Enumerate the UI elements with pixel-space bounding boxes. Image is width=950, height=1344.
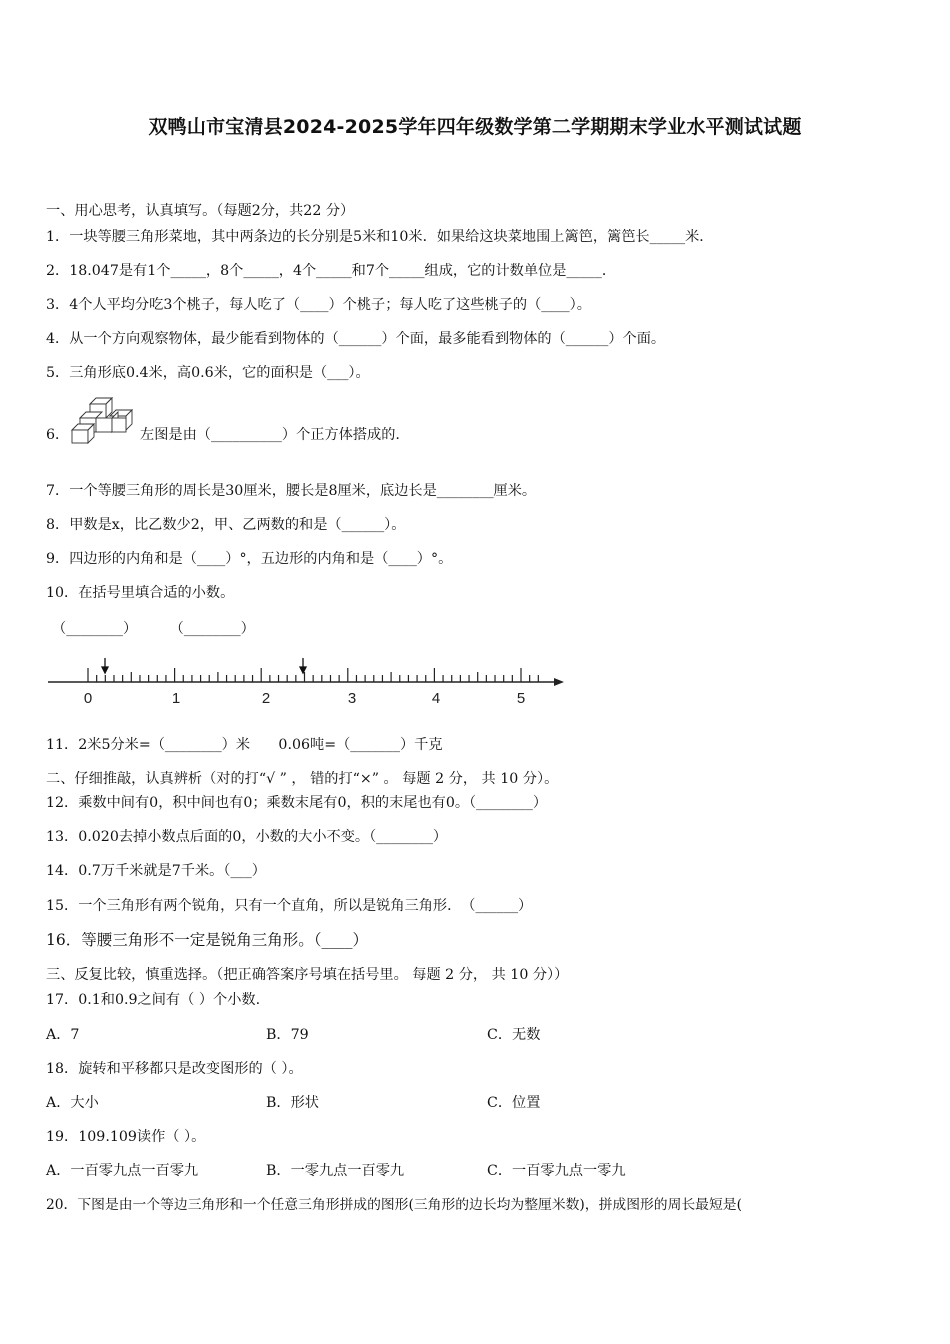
question-12: 12．乘数中间有0，积中间也有0；乘数末尾有0，积的末尾也有0。（________）: [46, 795, 548, 811]
question-17-option-a: A．7: [46, 1027, 80, 1043]
pointer-arrowhead-1: [102, 667, 108, 673]
question-11: 11．2米5分米=（________）米 0.06吨=（_______）千克: [46, 737, 443, 753]
question-19-option-b: B．一零九点一百零九: [266, 1163, 405, 1179]
tick-label-0: 0: [83, 690, 93, 707]
question-13: 13．0.020去掉小数点后面的0，小数的大小不变。（________）: [46, 829, 448, 845]
question-6-number: 6．: [46, 427, 70, 443]
section3-heading: 三、反复比较，慎重选择。（把正确答案序号填在括号里。 每题 2 分， 共 10 分））: [46, 967, 569, 983]
question-5: 5．三角形底0.4米，高0.6米，它的面积是（___）。: [46, 365, 370, 381]
question-18-option-b: B．形状: [266, 1095, 319, 1111]
tick-label-4: 4: [431, 690, 441, 707]
section1-heading: 一、用心思考，认真填写。（每题2分，共22 分）: [46, 203, 355, 219]
tick-label-2: 2: [261, 690, 271, 707]
tick-label-5: 5: [516, 690, 526, 707]
number-line-arrowhead: [554, 678, 564, 686]
cube-stack-figure: [70, 396, 142, 444]
tick-label-1: 1: [171, 690, 181, 707]
question-2: 2．18.047是有1个_____，8个_____，4个_____和7个_____组成，它的计数单位是_____．: [46, 263, 617, 279]
question-17-option-c: C．无数: [487, 1027, 541, 1043]
question-10-blanks: [52, 618, 283, 638]
question-20: 20．下图是由一个等边三角形和一个任意三角形拼成的图形(三角形的边长均为整厘米数)，拼成图形的周长最短是(: [46, 1197, 742, 1213]
question-7: 7．一个等腰三角形的周长是30厘米，腰长是8厘米，底边长是________厘米。: [46, 483, 537, 499]
question-10-blank-1: （________）: [52, 621, 138, 637]
question-10: 10．在括号里填合适的小数。: [46, 585, 235, 601]
question-18-option-a: A．大小: [46, 1095, 99, 1111]
question-6-text: 左图是由（__________）个正方体搭成的.: [140, 427, 400, 443]
number-line: [44, 654, 574, 710]
question-4: 4．从一个方向观察物体，最少能看到物体的（______）个面，最多能看到物体的（______）个面。: [46, 331, 666, 347]
question-15: 15．一个三角形有两个锐角，只有一个直角，所以是锐角三角形． （______）: [46, 898, 533, 914]
page-title: 双鸭山市宝清县2024-2025学年四年级数学第二学期期末学业水平测试试题: [148, 116, 802, 138]
question-1: 1．一块等腰三角形菜地，其中两条边的长分别是5米和10米．如果给这块菜地围上篱笆，篱笆长_____米．: [46, 229, 714, 245]
question-8: 8．甲数是x，比乙数少2，甲、乙两数的和是（______）。: [46, 517, 406, 533]
question-19-option-c: C．一百零九点一零九: [487, 1163, 626, 1179]
question-19-option-a: A．一百零九点一百零九: [46, 1163, 199, 1179]
question-10-blank-2: （________）: [169, 621, 255, 637]
section2-heading: 二、仔细推敲，认真辨析（对的打“√ ” ， 错的打“×” 。 每题 2 分， 共 10 分）。: [46, 771, 559, 787]
question-17: 17．0.1和0.9之间有（ ）个小数.: [46, 992, 261, 1008]
question-18: 18．旋转和平移都只是改变图形的（ ）。: [46, 1061, 303, 1077]
question-19: 19．109.109读作（ ）。: [46, 1129, 206, 1145]
question-18-option-c: C．位置: [487, 1095, 541, 1111]
question-16: 16．等腰三角形不一定是锐角三角形。（____）: [46, 931, 368, 949]
question-9: 9．四边形的内角和是（____）°，五边形的内角和是（____）°。: [46, 551, 453, 567]
question-17-option-b: B．79: [266, 1027, 309, 1043]
question-3: 3．4个人平均分吃3个桃子，每人吃了（____）个桃子；每人吃了这些桃子的（____）。: [46, 297, 591, 313]
question-14: 14．0.7万千米就是7千米。（___）: [46, 863, 266, 879]
tick-label-3: 3: [347, 690, 357, 707]
